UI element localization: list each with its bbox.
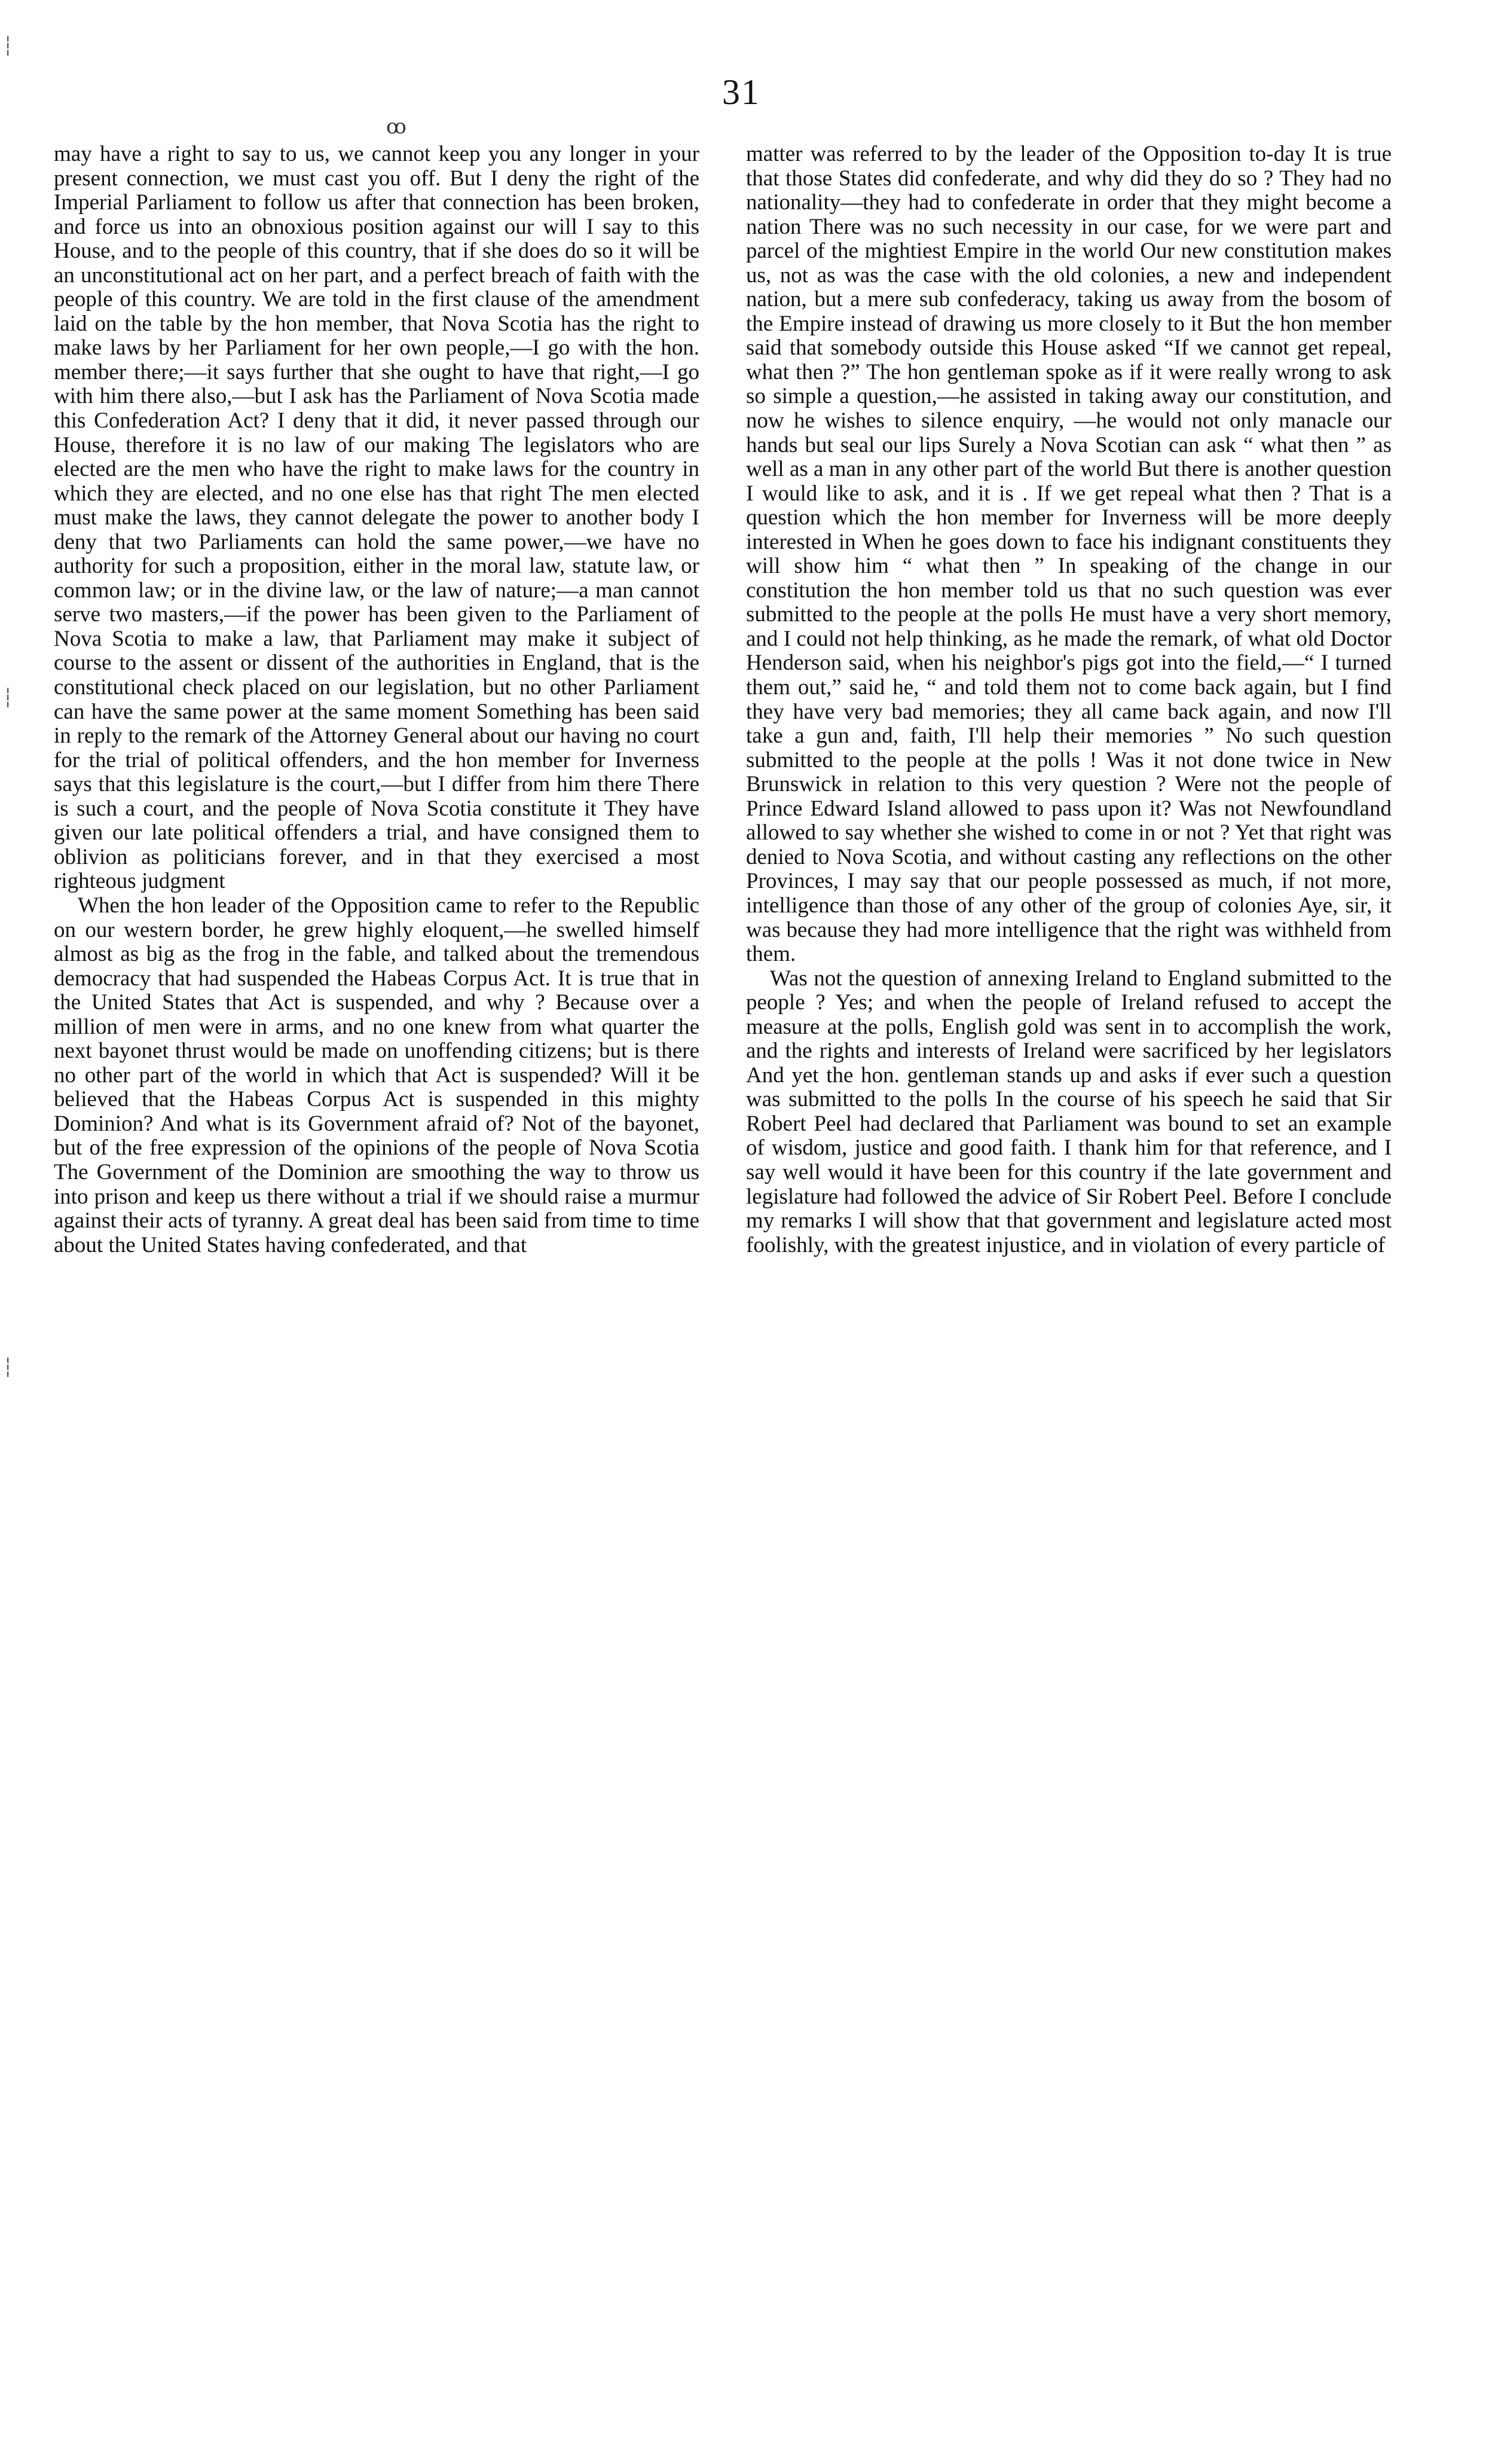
page-ornament: ꝏ — [386, 116, 406, 138]
right-text-column — [746, 142, 1392, 1257]
margin-scratch-mark: ┆ — [2, 36, 14, 56]
left-paragraph-2: When the hon leader of the Opposition came to refer to the Republic on our western border, he grew highly eloquent,—he swelled himself almost as big as the frog in the fable, and talked about the tremendous democracy that had suspended the Habeas Corpus Act. It is true that in the United States that Act is suspended, and why ? Because over a million of men were in arms, and no one knew from what quarter the next bayonet thrust would be made on unoffending citizens; but is there no other part of the world in which that Act is suspended? Will it be believed that the Habeas Corpus Act is suspended in this mighty Dominion? And what is its Government afraid of? Not of the bayonet, but of the free expression of the opinions of the people of Nova Scotia The Government of the Dominion are smoothing the way to throw us into prison and keep us there without a trial if we should raise a murmur against their acts of tyranny. A great deal has been said from time to time about the United States having confederated, and that — [54, 893, 699, 1257]
right-paragraph-1: matter was referred to by the leader of the Opposition to-day It is true that those States did confederate, and why did they do so ? They had no nationality—they had to confederate in order that they might become a nation There was no such necessity in our case, for we were part and parcel of the mightiest Empire in the world Our new constitution makes us, not as was the case with the old colonies, a new and independent nation, but a mere sub confederacy, taking us away from the bosom of the Empire instead of drawing us more closely to it But the hon member said that somebody outside this House asked “If we cannot get repeal, what then ?” The hon gentleman spoke as if it were really wrong to ask so simple a question,—he assisted in taking away our constitution, and now he wishes to silence enquiry, —he would not only manacle our hands but seal our lips Surely a Nova Scotian can ask “ what then ” as well as a man in any other part of the world But there is another question I would like to ask, and it is . If we get repeal what then ? That is a question which the hon member for Inverness will be more deeply interested in When he goes down to face his indignant constituents they will show him “ what then ” In speaking of the change in our constitution the hon member told us that no such question was ever submitted to the people at the polls He must have a very short memory, and I could not help thinking, as he made the remark, of what old Doctor Henderson said, when his neighbor's pigs got into the field,—“ I turned them out,” said he, “ and told them not to come back again, but I find they have very bad memories; they all came back again, and now I'll take a gun and, faith, I'll help their memories ” No such question submitted to the people at the polls ! Was it not done twice in New Brunswick in relation to this very question ? Were not the people of Prince Edward Island allowed to pass upon it? Was not Newfoundland allowed to say whether she wished to come in or not ? Yet that right was denied to Nova Scotia, and without casting any reflections on the other Provinces, I may say that our people possessed as much, if not more, intelligence than those of any other of the group of colonies Aye, sir, it was because they had more intelligence that the right was withheld from them. — [746, 142, 1392, 967]
right-paragraph-2: Was not the question of annexing Ireland to England submitted to the people ? Yes; and when the people of Ireland refused to accept the measure at the polls, English gold was sent in to accomplish the work, and the rights and interests of Ireland were sacrificed by her legislators And yet the hon. gentleman stands up and asks if ever such a question was submitted to the polls In the course of his speech he said that Sir Robert Peel had declared that Parliament was bound to set an example of wisdom, justice and good faith. I thank him for that reference, and I say well would it have been for this country if the late government and legislature had followed the advice of Sir Robert Peel. Before I conclude my remarks I will show that that government and legislature acted most foolishly, with the greatest injustice, and in violation of every particle of — [746, 966, 1392, 1257]
left-text-column — [54, 142, 699, 1257]
margin-scratch-mark: ┆ — [2, 1358, 14, 1378]
margin-scratch-mark: ┆ — [2, 688, 14, 708]
left-paragraph-1: may have a right to say to us, we cannot keep you any longer in your present connection, we must cast you off. But I deny the right of the Imperial Parliament to follow us after that connection has been broken, and force us into an obnoxious position against our will I say to this House, and to the people of this country, that if she does do so it will be an unconstitutional act on her part, and a perfect breach of faith with the people of this country. We are told in the first clause of the amendment laid on the table by the hon member, that Nova Scotia has the right to make laws by her Parliament for her own people,—I go with the hon. member there;—it says further that she ought to have that right,—I go with him there also,—but I ask has the Parliament of Nova Scotia made this Confederation Act? I deny that it did, it never passed through our House, therefore it is no law of our making The legislators who are elected are the men who have the right to make laws for the country in which they are elected, and no one else has that right The men elected must make the laws, they cannot delegate the power to another body I deny that two Parliaments can hold the same power,—we have no authority for such a proposition, either in the moral law, statute law, or common law; or in the divine law, or the law of nature;—a man cannot serve two masters,—if the power has been given to the Parliament of Nova Scotia to make a law, that Parliament may make it subject of course to the assent or dissent of the authorities in England, that is the constitutional check placed on our legislation, but no other Parliament can have the same power at the same moment Something has been said in reply to the remark of the Attorney General about our having no court for the trial of political offenders, and the hon member for Inverness says that this legislature is the court,—but I differ from him there There is such a court, and the people of Nova Scotia constitute it They have given our late political offenders a trial, and have consigned them to oblivion as politicians forever, and in that they exercised a most righteous judgment — [54, 142, 699, 894]
page-number: 31 — [722, 72, 760, 112]
